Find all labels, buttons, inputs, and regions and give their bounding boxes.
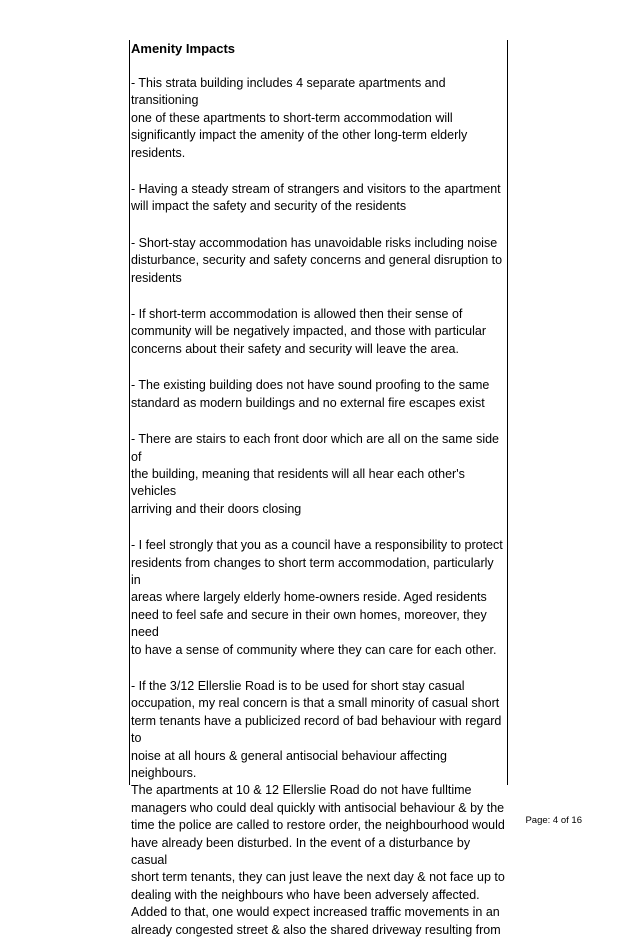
page-number: Page: 4 of 16 — [525, 815, 582, 826]
paragraph-council-responsibility: - I feel strongly that you as a council have a responsibility to protect residents from changes to short term accommodation, particularly in areas where largely elderly home-owners reside. Aged residents need to feel safe and secure in their own homes, moreover, they need to have a sense of community where they can care for each other. — [131, 538, 503, 657]
submission-text-box — [129, 40, 508, 937]
paragraph-strata-building: - This strata building includes 4 separate apartments and transitioning one of these apartments to short-term accommodation will significantly impact the amenity of the other long-term elderly residents. — [131, 76, 468, 160]
section-heading: Amenity Impacts — [131, 41, 236, 56]
paragraph-short-stay-risks: - Short-stay accommodation has unavoidable risks including noise disturbance, security and safety concerns and general disruption to residents — [131, 235, 503, 285]
paragraph-sound-proofing: - The existing building does not have sound proofing to the same standard as modern buildings and no external fire escapes exist — [131, 378, 490, 410]
paragraph-sense-of-community: - If short-term accommodation is allowed then their sense of community will be negatively impacted, and those with particular concerns about their safety and security will leave the area. — [131, 307, 487, 356]
paragraph-strangers-visitors: - Having a steady stream of strangers and visitors to the apartment will impact the safety and security of the residents — [131, 182, 501, 214]
paragraph-stairs-front-door: - There are stairs to each front door which are all on the same side of the building, meaning that residents will all hear each other's vehicles arriving and their doors closing — [131, 432, 500, 516]
paragraph-ellerslie-road-concern: - If the 3/12 Ellerslie Road is to be used for short stay casual occupation, my real concern is that a small minority of casual short term tenants have a publicized record of bad behaviour with regard to noise at all hours & general antisocial behaviour affecting neighbours. The apartments at 10 & 12 Ellerslie Road do not have fulltime managers who could deal quickly with antisocial behaviour & by the time the police are called to restore order, the neighbourhood would have already been disturbed. In the event of a disturbance by casual short term tenants, they can just leave the next day & not face up to dealing with the neighbours who have been adversely affected. Added to that, one would expect increased traffic movements in an already congested street & also the shared driveway resulting from — [131, 678, 505, 937]
